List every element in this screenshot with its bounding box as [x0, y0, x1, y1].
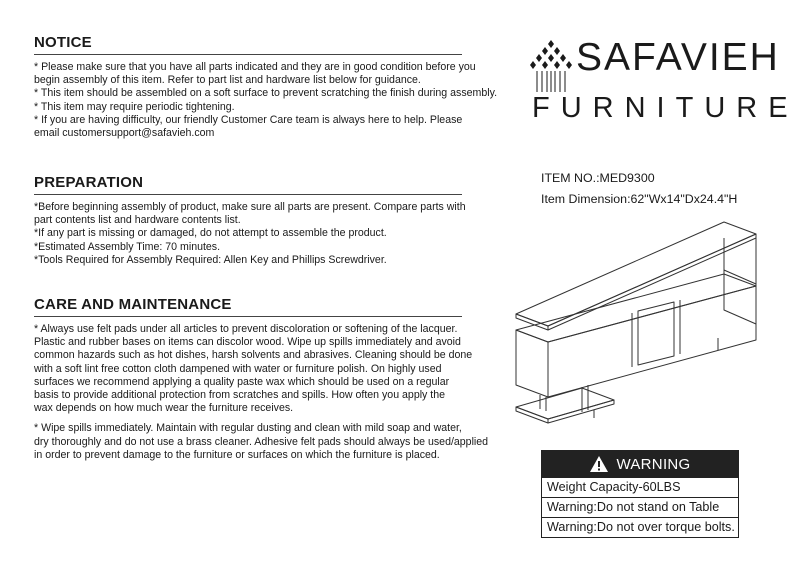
notice-line: email customersupport@safavieh.com [34, 127, 215, 140]
warning-title: WARNING [616, 455, 691, 473]
preparation-section [34, 174, 470, 267]
furniture-illustration [510, 212, 770, 437]
preparation-line: part contents list and hardware contents list. [34, 214, 241, 227]
care-line: surfaces we recommend applying a quality paste wax which should be used on a regular [34, 375, 450, 388]
item-number: ITEM NO.:MED9300 [541, 171, 655, 185]
care-line: basis to provide additional protection from scratches and spills. How often you apply the [34, 389, 446, 402]
notice-line: * Please make sure that you have all parts indicated and they are in good condition before you [34, 61, 476, 73]
care-paragraph [34, 323, 473, 415]
notice-line: begin assembly of this item. Refer to part list and hardware list below for guidance. [34, 74, 421, 87]
care-line: dry thoroughly and do not use a brass cleaner. Adhesive felt pads should always be used/applied [34, 435, 489, 448]
warning-line: Warning:Do not over torque bolts. [542, 517, 738, 537]
care-paragraph [34, 422, 489, 462]
care-title: CARE AND MAINTENANCE [34, 296, 462, 317]
notice-section [34, 34, 498, 140]
care-line: * Wipe spills immediately. Maintain with regular dusting and clean with mild soap and water, [34, 422, 462, 435]
warning-line: Weight Capacity-60LBS [542, 477, 738, 497]
preparation-line: *Before beginning assembly of product, make sure all parts are present. Compare parts with [34, 201, 466, 213]
safavieh-logo [528, 36, 799, 126]
notice-line: * This item may require periodic tightening. [34, 100, 235, 113]
warning-triangle-icon [589, 455, 609, 473]
notice-title: NOTICE [34, 34, 462, 55]
item-info [541, 168, 737, 210]
preparation-line: *If any part is missing or damaged, do not attempt to assemble the product. [34, 227, 387, 240]
care-line: * Always use felt pads under all articles to prevent discoloration or softening of the lacquer. [34, 323, 458, 335]
item-dimension: Item Dimension:62"Wx14"Dx24.4"H [541, 192, 738, 206]
warning-box [541, 450, 739, 538]
care-line: Plastic and rubber bases on items can discolor wood. Wipe up spills immediately and avoid [34, 336, 461, 349]
brand-emblem-icon [528, 40, 574, 94]
brand-subtitle: FURNITURE [532, 92, 799, 124]
preparation-title: PREPARATION [34, 174, 462, 195]
care-line: with a soft lint free cotton cloth dampened with water or furniture polish. On highly used [34, 362, 442, 375]
warning-header [542, 451, 738, 477]
brand-name: SAFAVIEH [576, 36, 780, 79]
care-line: common hazards such as hot dishes, harsh solvents and abrasives. Cleaning should be done [34, 349, 473, 362]
care-section [34, 296, 489, 469]
warning-line: Warning:Do not stand on Table [542, 497, 738, 517]
preparation-line: *Tools Required for Assembly Required: Allen Key and Phillips Screwdriver. [34, 253, 387, 266]
preparation-line: *Estimated Assembly Time: 70 minutes. [34, 240, 221, 253]
notice-line: * If you are having difficulty, our friendly Customer Care team is always here to help. Please [34, 113, 463, 126]
care-line: wax depends on how much wear the furniture receives. [34, 402, 294, 415]
notice-line: * This item should be assembled on a soft surface to prevent scratching the finish during assembly. [34, 87, 498, 100]
care-line: in order to prevent damage to the furniture or surfaces on which the furniture is placed. [34, 448, 440, 461]
